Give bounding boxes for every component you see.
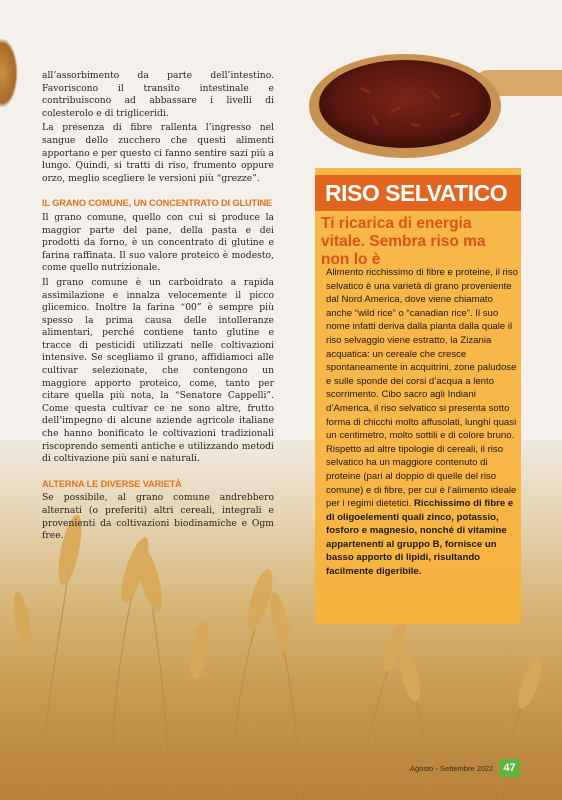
intro-paragraph-2: La presenza di fibre rallenta l’ingresso nel sangue dello zucchero che questi alimenti apportano e per questo ci fanno sentire sazi più a lungo. Quindi, si tratti di riso, frumento oppure orzo, meglio scegliere le versioni più “grezze”. [42, 122, 274, 184]
issue-date: Agosto - Settembre 2022 [410, 763, 494, 773]
section1-paragraph-1: Il grano comune, quello con cui si produce la maggior parte del pane, della pasta e dei prodotti da forno, è un concentrato di glutine e farina raffinata. Il suo valore proteico è modesto, come quello nutrizionale. [42, 211, 274, 274]
page-number-badge: 47 [499, 759, 519, 777]
section2-paragraph-1: Se possibile, al grano comune andrebbero alternati (o preferiti) altri cereali, integrali e provenienti da coltivazioni biodinamiche e Ogm free. [42, 492, 274, 542]
wooden-spoon-rice-icon [305, 50, 562, 162]
rice-grains-decoration [0, 38, 18, 108]
box-body-bold: Ricchissimo di fibre e di oligoelementi quali zinco, potassio, fosforo e magnesio, nonché di vitamine appartenenti al gruppo B, fornisce un basso apporto di lipidi, risultando facilmente digeribile. [326, 498, 514, 578]
section1-paragraph-2: Il grano comune è un carboidrato a rapida assimilazione e innalza velocemente il picco glicemico. Inoltre la farina “00” è sempre più spesso la prima causa delle intolleranze alimentari, perché contiene tanto glutine e tracce di pesticidi utilizzati nelle coltivazioni intensive. Se scegliamo il grano, affidiamoci alle cultivar selezionate, che contengono un maggiore apporto proteico, come, tanto per citare quella più nota, la “Senatore Cappelli”. Come questa cultivar ce ne sono altre, frutto dell’impegno di alcune aziende agricole italiane che hanno bonificato le coltivazioni tradizionali riscoprendo sementi antiche e utilizzando metodi di coltivazione più sani e naturali. [42, 276, 274, 465]
box-body-text [326, 266, 518, 579]
page-footer [410, 759, 520, 777]
box-title: RISO SELVATICO [315, 175, 521, 211]
box-body-regular: Alimento ricchissimo di fibre e proteine, il riso selvatico è una varietà di grano proveniente dal Nord America, dove viene chiamato anche “wild rice” o “canadian rice”. Il suo nome infatti deriva dalla pianta dalla quale il riso selvaggio viene estratto, la Zizania acquatica: un cereale che cresce spontaneamente in acquitrini, zone paludose e sulle sponde dei corsi d’acqua a lento scorrimento. Cibo sacro agli Indiani d’America, il riso selvatico si presenta sotto forma di chicchi molto affusolati, lunghi quasi un centimetro, molto sottili e di colore bruno. Rispetto ad altre tipologie di cereali, il riso selvatico ha un maggiore contenuto di proteine (pari al doppio di quelle del riso comune) e di fibre, per cui è l’alimento ideale per i regimi dietetici. [326, 267, 518, 510]
heading-grano-comune: IL GRANO COMUNE, UN CONCENTRATO DI GLUTINE [42, 198, 273, 209]
intro-paragraph-1: all’assorbimento da parte dell’intestino. Favoriscono il transito intestinale e contribuiscono ad abbassare i livelli di colesterolo e di trigliceridi. [42, 70, 274, 119]
heading-alterna-varieta: ALTERNA LE DIVERSE VARIETÀ [42, 478, 182, 489]
left-article-column [42, 70, 274, 545]
box-subtitle: Ti ricarica di energia vitale. Sembra riso ma non lo è [321, 215, 486, 268]
